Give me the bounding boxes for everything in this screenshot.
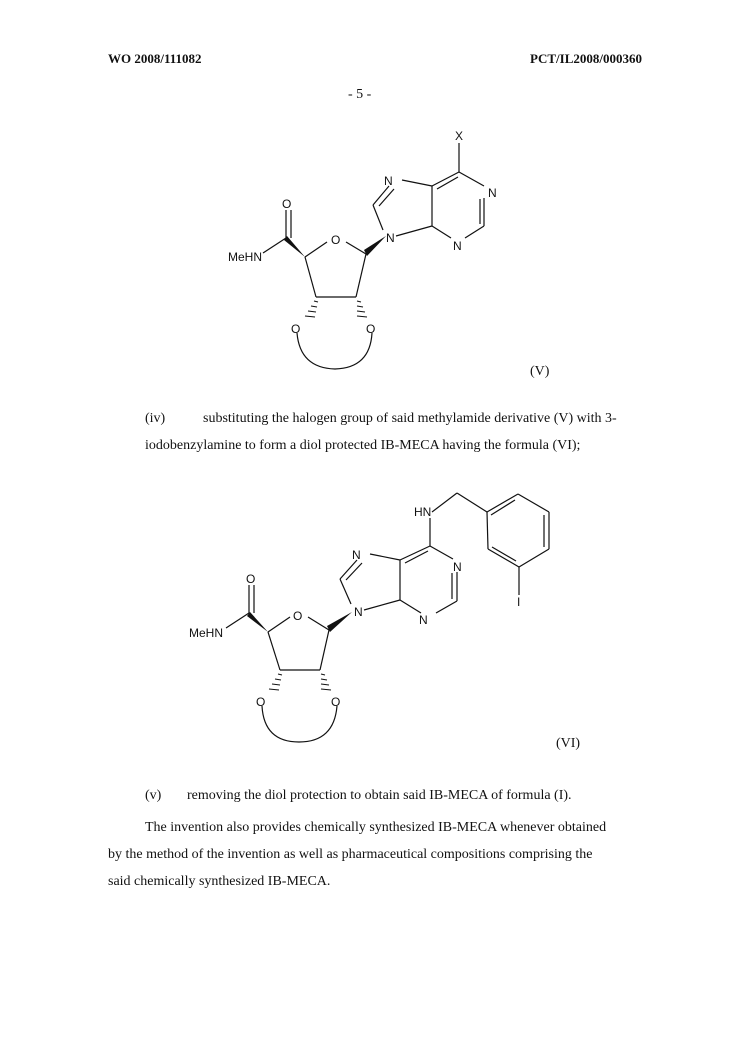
n9-label: N (354, 605, 363, 619)
application-id: PCT/IL2008/000360 (530, 51, 642, 66)
ring-o-label: O (293, 609, 303, 623)
ring-o-label: O (331, 233, 341, 247)
hn-label: HN (414, 505, 432, 519)
document-id: WO 2008/111082 (108, 51, 202, 66)
n9-label: N (386, 231, 395, 245)
structure-vi-bonds (226, 493, 549, 742)
left-o-label: O (256, 695, 266, 709)
amide-label: MeHN (228, 250, 263, 264)
step-iv-line1: substituting the halogen group of said methylamide derivative (V) with 3- (203, 411, 617, 426)
right-o-label: O (331, 695, 341, 709)
step-v-label: (v) (145, 788, 162, 803)
step-iv-label: (iv) (145, 411, 166, 426)
n3-label: N (419, 613, 428, 627)
step-v-text: removing the diol protection to obtain said IB-MECA of formula (I). (187, 788, 572, 803)
amide-label: MeHN (189, 626, 224, 640)
step-iv-line2: iodobenzylamine to form a diol protected IB-MECA having the formula (VI); (145, 438, 581, 453)
carbonyl-o-label: O (246, 572, 256, 586)
page-number: - 5 - (348, 87, 372, 102)
paragraph-line1: The invention also provides chemically synthesized IB-MECA whenever obtained (145, 820, 607, 835)
paragraph-line3: said chemically synthesized IB-MECA. (108, 874, 331, 889)
right-o-label: O (366, 322, 376, 336)
formula-v-label: (V) (530, 364, 550, 379)
paragraph-line2: by the method of the invention as well as pharmaceutical compositions comprising the (108, 847, 593, 862)
n7-label: N (384, 174, 393, 188)
formula-vi-label: (VI) (556, 736, 581, 751)
iodine-label: I (517, 595, 521, 609)
x-substituent-label: X (455, 129, 464, 143)
n3-label: N (453, 239, 462, 253)
left-o-label: O (291, 322, 301, 336)
n1-label: N (453, 560, 462, 574)
n7-label: N (352, 548, 361, 562)
carbonyl-o-label: O (282, 197, 292, 211)
n1-label: N (488, 186, 497, 200)
